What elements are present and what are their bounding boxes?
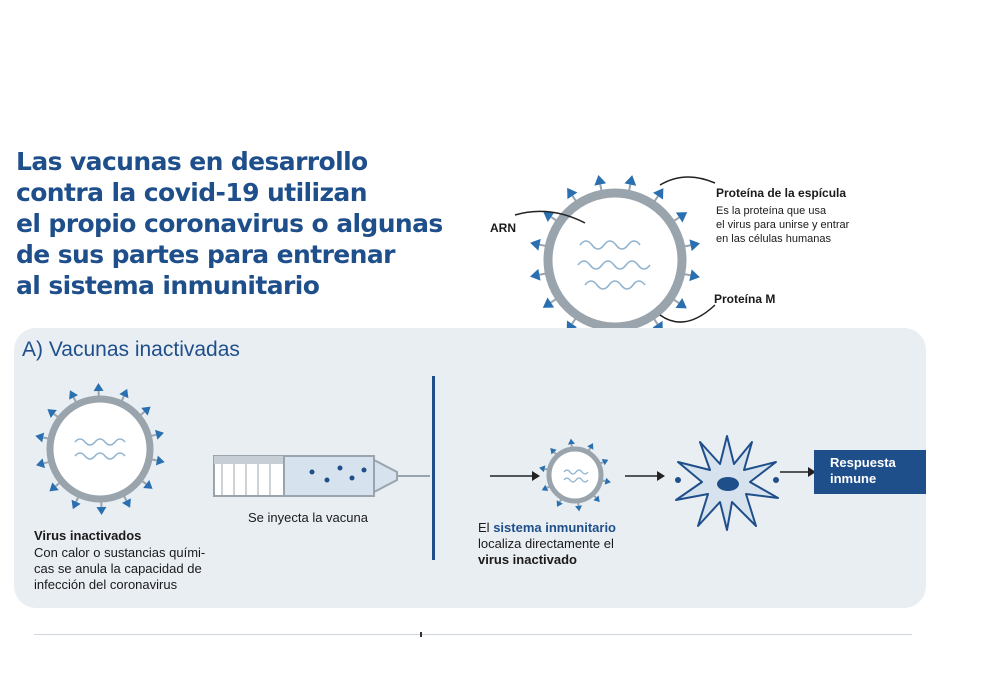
spike-protein-desc (716, 204, 849, 246)
protein-m-label: Proteína M (714, 292, 776, 306)
spike-stem (594, 496, 596, 498)
spike-head (34, 431, 44, 442)
headline-line-4: de sus partes para entrenar (16, 240, 395, 269)
spike-stem (600, 462, 603, 463)
spike-desc-line-2: el virus para unirse y entrar (716, 219, 850, 231)
immune-response-box (814, 450, 926, 494)
inactivated-desc-line-1: Con calor o sustancias quími- (34, 545, 206, 560)
inactivated-virus-title: Virus inactivados (34, 528, 142, 543)
arrow-to-immune-cell (625, 470, 665, 482)
immune-line-2: localiza directamente el (478, 536, 614, 551)
small-virus-illustration (540, 440, 610, 510)
bottom-tick (420, 632, 422, 637)
spike-head (35, 458, 45, 470)
spike-stem (554, 452, 556, 454)
spike-stem (547, 487, 550, 488)
spike-head (602, 457, 610, 466)
immune-prefix: El (478, 520, 490, 535)
spike-desc-line-1: Es la proteína que usa (716, 205, 827, 217)
panel-divider (432, 376, 435, 560)
spike-head (156, 456, 166, 467)
headline (16, 146, 443, 301)
arn-label: ARN (490, 221, 516, 235)
spike-head (93, 383, 103, 391)
spike-protein-title: Proteína de la espícula (716, 186, 847, 200)
spike-stem (124, 496, 126, 500)
headline-line-3: el propio coronavirus o algunas (16, 209, 443, 238)
immune-system-caption (478, 520, 616, 568)
spike-stem (151, 435, 156, 436)
inactivated-virus-illustration (35, 384, 165, 514)
spike-stem (74, 397, 76, 401)
spike-head (155, 428, 165, 440)
headline-line-2: contra la covid-19 utilizan (16, 178, 367, 207)
spike-head (554, 500, 563, 508)
spike-stem (560, 499, 561, 502)
spike-stem (152, 460, 157, 461)
spike-head (68, 500, 80, 511)
syringe-icon (212, 450, 432, 500)
inactivated-desc-line-3: infección del coronavirus (34, 577, 178, 592)
arrow-to-virus (490, 470, 540, 482)
response-line-2: inmune (830, 471, 877, 486)
spike-head (540, 485, 548, 494)
spike-stem (56, 483, 60, 486)
immune-line-3: virus inactivado (478, 552, 577, 567)
spike-stem (589, 448, 590, 451)
spike-stem (76, 497, 78, 502)
callout-lines (510, 165, 730, 335)
spike-head (587, 441, 596, 449)
spike-stem (122, 396, 124, 401)
spike-stem (44, 462, 49, 463)
spike-head (122, 498, 135, 510)
spike-stem (142, 481, 146, 484)
spike-stem (545, 469, 548, 470)
arrow-to-response (780, 466, 816, 478)
spike-stem (54, 414, 58, 417)
response-line-1: Respuesta (830, 455, 896, 470)
immune-cell-illustration (672, 432, 782, 532)
spike-head (96, 507, 106, 515)
spike-head (119, 387, 131, 398)
inactivated-virus-desc (34, 545, 205, 593)
spike-head (567, 438, 575, 444)
panel-title: A) Vacunas inactivadas (22, 338, 240, 361)
spike-stem (602, 481, 605, 482)
spike-head (538, 464, 545, 472)
headline-line-5: al sistema inmunitario (16, 271, 320, 300)
spike-stem (43, 437, 48, 438)
spike-head (65, 388, 78, 400)
inactivated-desc-line-2: cas se anula la capacidad de (34, 561, 202, 576)
spike-desc-line-3: en las células humanas (716, 233, 831, 245)
bottom-rule (34, 634, 912, 635)
spike-stem (141, 412, 145, 415)
injection-caption: Se inyecta la vacuna (248, 510, 368, 525)
headline-line-1: Las vacunas en desarrollo (16, 147, 368, 176)
immune-highlight: sistema inmunitario (493, 520, 616, 535)
